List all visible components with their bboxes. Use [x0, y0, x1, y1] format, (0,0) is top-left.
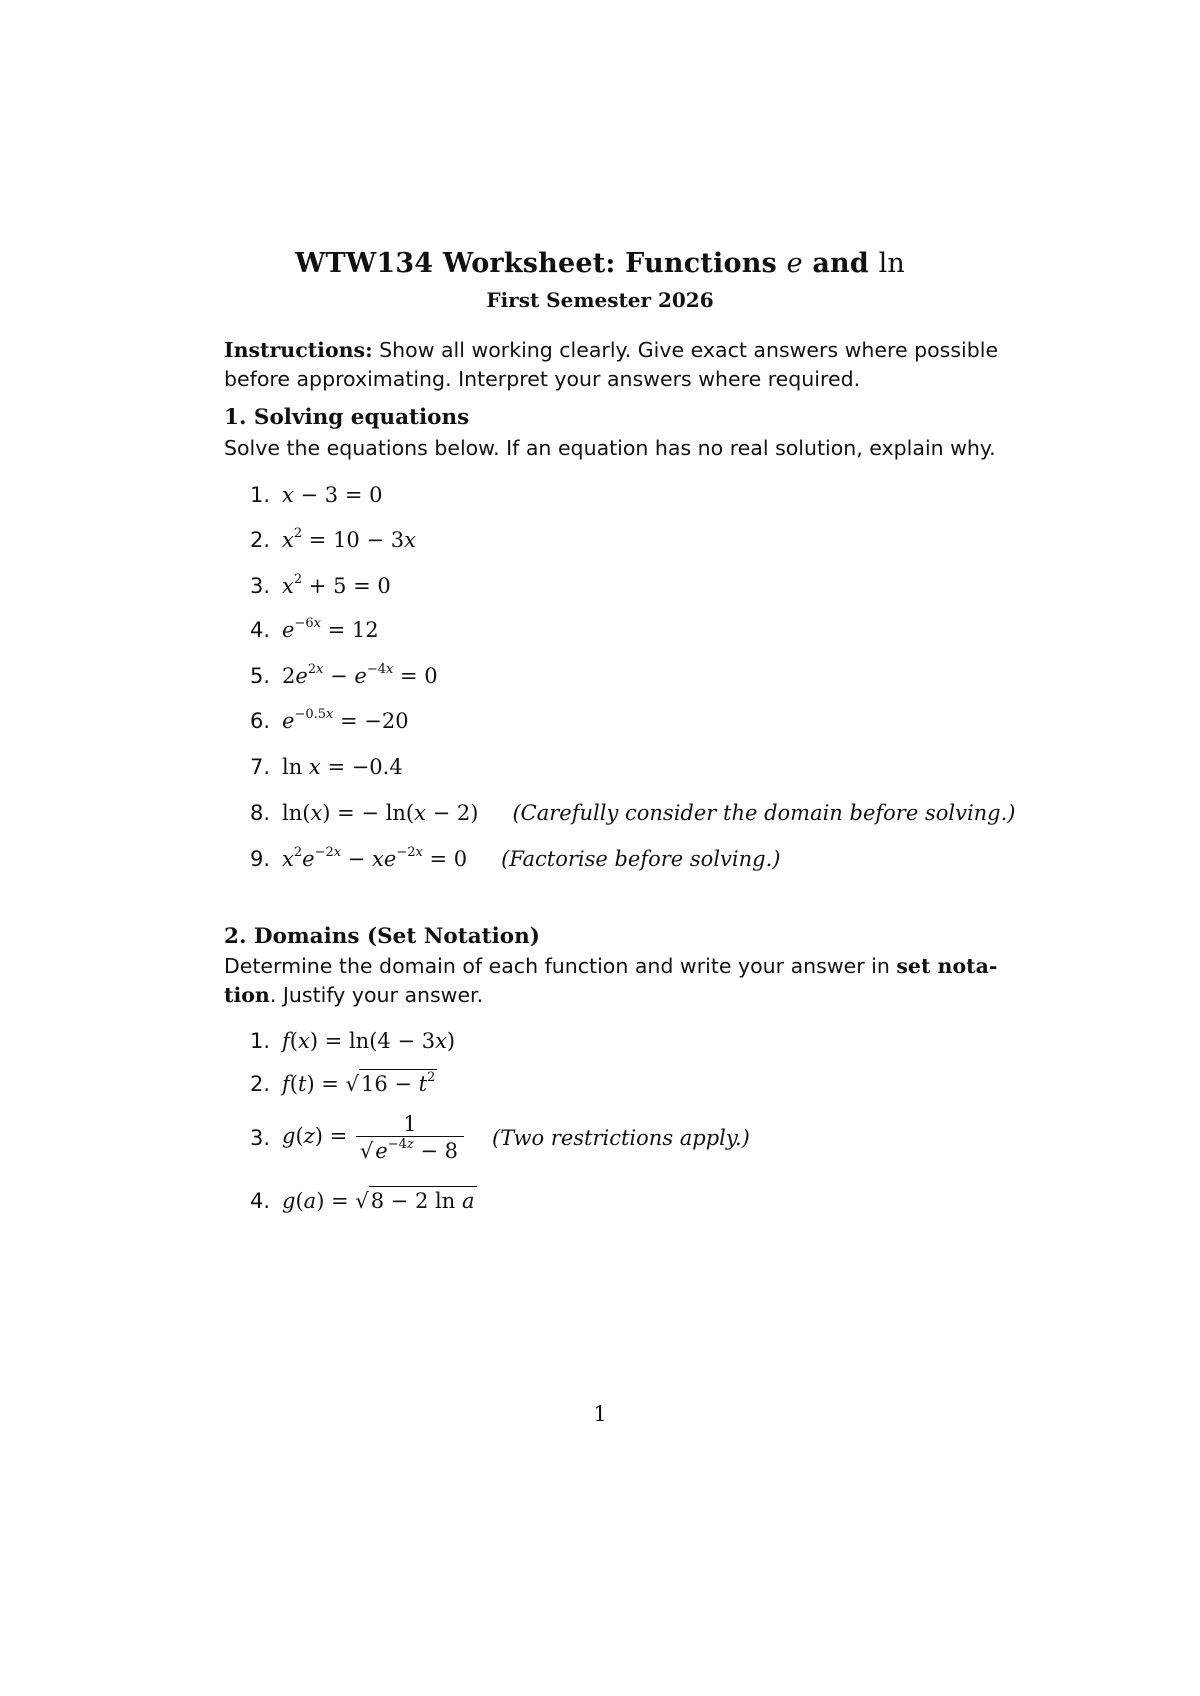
domain-item: 3. g(z) = $\frac{1}{√e^{-4z} - 8}$ (Two restrictions apply.): [250, 1112, 750, 1163]
instructions-label: Instructions:: [224, 338, 373, 362]
domain-hint: (Two restrictions apply.): [492, 1125, 750, 1150]
section-heading-solving: 1. Solving equations: [224, 405, 470, 430]
function-expr: f(x) = ln(4 − 3x): [282, 1029, 456, 1053]
equation-item: 4. $e^{-6x} = 12$: [250, 616, 379, 642]
section-intro-solving: Solve the equations below. If an equation has no real solution, explain why.: [224, 436, 996, 460]
equation-expr: $x^2 + 5 = 0$: [282, 572, 391, 598]
equation-item: 5. $2e^{2x} - e^{-4x} = 0$: [250, 662, 438, 688]
domain-item: 2. $f(t) = √16 - t^2$: [250, 1070, 436, 1096]
equation-expr: $x^2e^{-2x} - xe^{-2x} = 0$: [282, 845, 468, 871]
equation-expr: ln(x) = − ln(x − 2): [282, 801, 479, 825]
equation-item: 3. $x^2 + 5 = 0$: [250, 572, 391, 598]
function-expr: g(a) = √8 − 2 ln a: [282, 1189, 477, 1213]
section-intro-domains: Determine the domain of each function and write your answer in set nota-tion. Justify your answer.: [224, 954, 998, 1007]
section-heading-domains: 2. Domains (Set Notation): [224, 924, 540, 949]
equation-expr: x − 3 = 0: [282, 483, 383, 507]
equation-item: 1. x − 3 = 0: [250, 483, 383, 507]
equation-expr: $2e^{2x} - e^{-4x} = 0$: [282, 662, 438, 688]
equation-hint: (Carefully consider the domain before solving.): [512, 801, 1016, 825]
equation-item: 8. ln(x) = − ln(x − 2) (Carefully consider the domain before solving.): [250, 801, 1016, 825]
page-number: 1: [593, 1402, 607, 1426]
equation-hint: (Factorise before solving.): [501, 847, 781, 871]
equation-expr: $x^2 = 10 - 3x$: [282, 526, 416, 552]
page-subtitle: First Semester 2026: [486, 288, 714, 312]
equation-item: 2. $x^2 = 10 - 3x$: [250, 526, 416, 552]
equation-expr: $e^{-0.5x} = -20$: [282, 707, 409, 733]
domain-item: 4. g(a) = √8 − 2 ln a: [250, 1189, 477, 1213]
domain-item: 1. f(x) = ln(4 − 3x): [250, 1029, 456, 1053]
equation-expr: ln x = −0.4: [282, 755, 403, 779]
equation-item: 6. $e^{-0.5x} = -20$: [250, 707, 409, 733]
page-title: WTW134 Worksheet: Functions e and ln: [295, 248, 905, 279]
equation-expr: $e^{-6x} = 12$: [282, 616, 379, 642]
function-expr: $f(t) = √16 - t^2$: [282, 1070, 436, 1096]
equation-item: 9. $x^2e^{-2x} - xe^{-2x} = 0$ (Factorise before solving.): [250, 845, 781, 871]
function-expr: g(z) = $\frac{1}{√e^{-4z} - 8}$: [282, 1124, 466, 1148]
instructions-text: Show all working clearly. Give exact answers where possible before approximating. Interpret your answers where required.: [224, 338, 999, 391]
equation-item: 7. ln x = −0.4: [250, 755, 403, 779]
instructions: [224, 336, 1014, 394]
